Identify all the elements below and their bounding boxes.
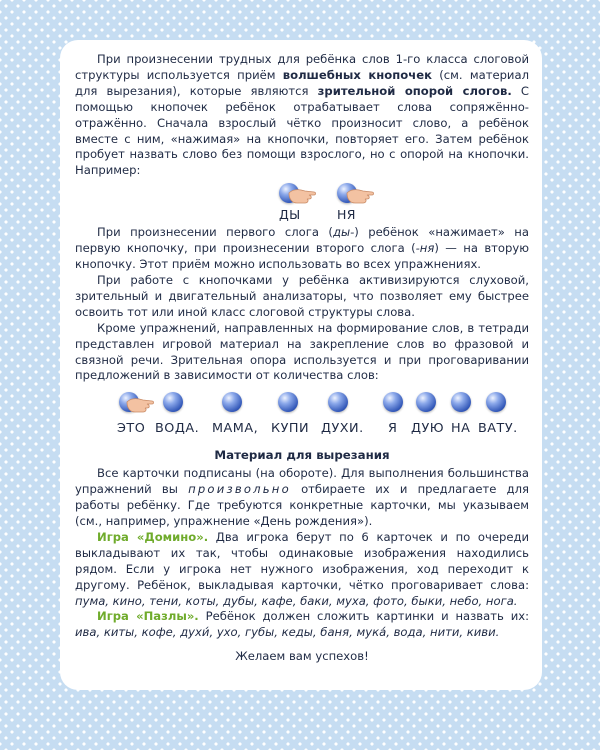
phrase-support-paragraph: Кроме упражнений, направленных на формирование слов, в тетради представлен игровой материал на закрепление слов во фразовой и связной речи. Зрительная опора используется и при проговаривании предложений в зависимости от количества слов: — [75, 320, 529, 383]
puzzle-game-label: Игра «Пазлы». — [97, 609, 199, 624]
intro-text-3: С помощью кнопочек ребёнок отрабатывает слова сопряжённо-отражённо. Сначала взрослый чётко произносит слово, а ребёнок вместе с ним, «нажимая» на кнопочки, повторяет его. Затем ребёнок пробует назвать слово без помощи взрослого, но с опорой на кнопочки. Например: — [75, 83, 529, 178]
syllable-explanation-paragraph — [75, 225, 529, 273]
domino-game-label: Игра «Домино». — [97, 529, 209, 544]
domino-words: пума, кино, тени, коты, дубы, кафе, баки, муха, фото, быки, небо, нога. — [75, 593, 518, 608]
para2-italic-2: -ня — [415, 241, 435, 256]
magic-button-icon — [451, 392, 471, 412]
intro-bold-2: зрительной опорой слогов. — [317, 83, 512, 98]
magic-button-icon — [163, 392, 183, 412]
magic-button-icon — [416, 392, 436, 412]
word-mama: МАМА, — [212, 421, 259, 437]
finger-press-icon — [125, 396, 155, 414]
material-paragraph — [75, 466, 529, 530]
syllable-label-dy: ДЫ — [279, 207, 301, 223]
section-title: Материал для вырезания — [214, 448, 390, 463]
magic-button-icon — [278, 392, 298, 412]
magic-button-icon — [222, 392, 242, 412]
example-buttons-dynya — [75, 183, 529, 225]
syllable-button-1 — [279, 183, 339, 223]
para2-text-1: При произнесении первого слога ( — [97, 225, 333, 240]
domino-paragraph — [75, 530, 529, 610]
word-eto: ЭТО — [117, 421, 146, 437]
puzzle-words: ива, киты, кофе, духи́, ухо, губы, кеды, баня, мука́, вода, нити, киви. — [75, 625, 500, 640]
word-vatu: ВАТУ. — [478, 421, 518, 437]
word-na: НА — [451, 421, 471, 437]
word-dukhi: ДУХИ. — [321, 421, 364, 437]
finger-press-icon — [345, 187, 375, 205]
syllable-label-nya: НЯ — [337, 207, 356, 223]
syllable-button-2 — [337, 183, 397, 223]
word-kupi: КУПИ — [271, 421, 310, 437]
finger-press-icon — [287, 187, 317, 205]
example-sentence-buttons — [75, 388, 529, 442]
word-voda: ВОДА. — [155, 421, 200, 437]
intro-bold-1: волшебных кнопочек — [282, 67, 432, 82]
word-duyu: ДУЮ — [411, 421, 445, 437]
puzzle-text: Ребёнок должен сложить картинки и назвать их: — [198, 609, 529, 624]
para2-text-2: ) ребёнок «нажимает» на первую кнопочку, при произнесении второго слога ( — [75, 225, 529, 256]
magic-button-icon — [328, 392, 348, 412]
para2-text-3: ) — на вторую кнопочку. Этот приём можно использовать во всех упражнениях. — [75, 241, 529, 272]
domino-text: Два игрока берут по 6 карточек и по очереди выкладывают их так, чтобы одинаковые изображения находились рядом. Если у игрока нет нужного изображения, ход переходит к другому. Ребёнок, выкладывая карточки, чётко проговаривает слова: — [75, 529, 529, 592]
magic-button-icon — [486, 392, 506, 412]
analyzers-paragraph: При работе с кнопочками у ребёнка активизируются слуховой, зрительный и двигательный анализаторы, что позволяет ему быстрее освоить тот или иной класс слоговой структуры слова. — [75, 272, 529, 319]
material-text-1: Все карточки подписаны (на обороте). Для выполнения большинства упражнений вы — [75, 466, 529, 497]
para2-italic-1: ды- — [332, 225, 355, 240]
content-card — [60, 40, 542, 690]
intro-paragraph — [75, 52, 529, 179]
material-text-2: отбираете их и предлагаете для работы ребёнку. Где требуются конкретные карточки, мы указываем (см., например, упражнение «День рождения»). — [75, 482, 529, 529]
intro-text-2: (см. материал для вырезания), которые являются — [75, 67, 529, 98]
material-spaced-word: произвольно — [188, 482, 291, 497]
magic-button-icon — [383, 392, 403, 412]
closing-wish: Желаем вам успехов! — [235, 649, 369, 664]
intro-text-1: При произнесении трудных для ребёнка слов 1-го класса слоговой структуры используется приём — [75, 52, 529, 82]
puzzle-paragraph — [75, 609, 529, 641]
word-ya: Я — [388, 421, 398, 437]
